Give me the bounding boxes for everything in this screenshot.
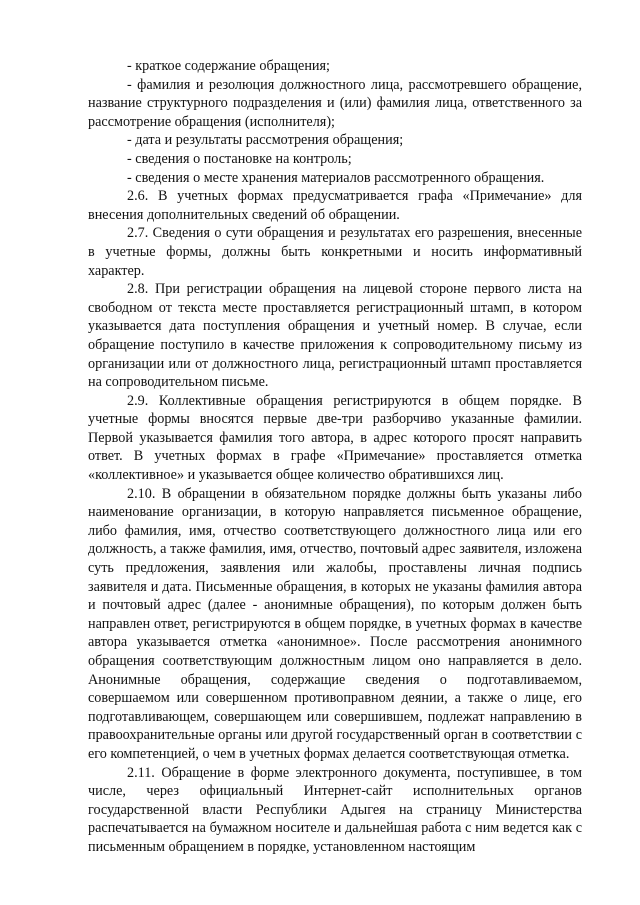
paragraph-2-10: 2.10. В обращении в обязательном порядке должны быть указаны либо наименование организации, в которую направляется письменное обращение, либо фамилия, имя, отчество соответствующего должностного лица или его должность, а также фамилия, имя, отчество, почтовый адрес заявителя, изложена суть предложения, заявления или жалобы, проставлены личная подпись заявителя и дата. Письменные обращения, в которых не указаны фамилия автора и почтовый адрес (далее - анонимные обращения), по которым должен быть направлен ответ, регистрируются в общем порядке, в учетных формах в качестве автора указывается отметка «анонимное». После рассмотрения анонимного обращения соответствующим должностным лицом оно направляется в дело. Анонимные обращения, содержащие сведения о подготавливаемом, совершаемом или совершенном противоправном деянии, а также о лице, его подготавливающем, совершающем или совершившем, подлежат направлению в правоохранительные органы или другой государственный орган в соответствии с его компетенцией, о чем в учетных формах делается соответствующая отметка. [88, 485, 582, 762]
paragraph-2-6: 2.6. В учетных формах предусматривается графа «Примечание» для внесения дополнительных сведений об обращении. [88, 188, 582, 223]
list-item-control: - сведения о постановке на контроль; [127, 150, 352, 167]
document-page [88, 57, 582, 857]
list-item-storage: - сведения о месте хранения материалов рассмотренного обращения. [127, 169, 545, 186]
list-item-resolution: - фамилия и резолюция должностного лица, рассмотревшего обращение, название структурного подразделения и (или) фамилия лица, ответственного за рассмотрение обращения (исполнителя); [88, 76, 582, 130]
list-item-results: - дата и результаты рассмотрения обращения; [127, 132, 404, 149]
paragraph-2-9: 2.9. Коллективные обращения регистрируются в общем порядке. В учетные формы вносятся первые две-три разборчиво указанные фамилии. Первой указывается фамилия того автора, в адрес которого просят направить ответ. В учетных формах в графе «Примечание» проставляется отметка «коллективное» и указывается общее количество обратившихся лиц. [88, 392, 582, 484]
paragraph-2-7: 2.7. Сведения о сути обращения и результатах его разрешения, внесенные в учетные формы, должны быть конкретными и носить информативный характер. [88, 225, 582, 279]
paragraph-2-11: 2.11. Обращение в форме электронного документа, поступившее, в том числе, через официальный Интернет-сайт исполнительных органов государственной власти Республики Адыгея на страницу Министерства распечатывается на бумажном носителе и дальнейшая работа с ним ведется как с письменным обращением в порядке, установленном настоящим [88, 764, 582, 855]
paragraph-2-8: 2.8. При регистрации обращения на лицевой стороне первого листа на свободном от текста месте проставляется регистрационный штамп, в котором указывается дата поступления обращения и учетный номер. В случае, если обращение поступило в качестве приложения к сопроводительному письму из организации или от должностного лица, регистрационный штамп проставляется на сопроводительном письме. [88, 281, 582, 391]
list-item-summary: - краткое содержание обращения; [127, 58, 330, 74]
